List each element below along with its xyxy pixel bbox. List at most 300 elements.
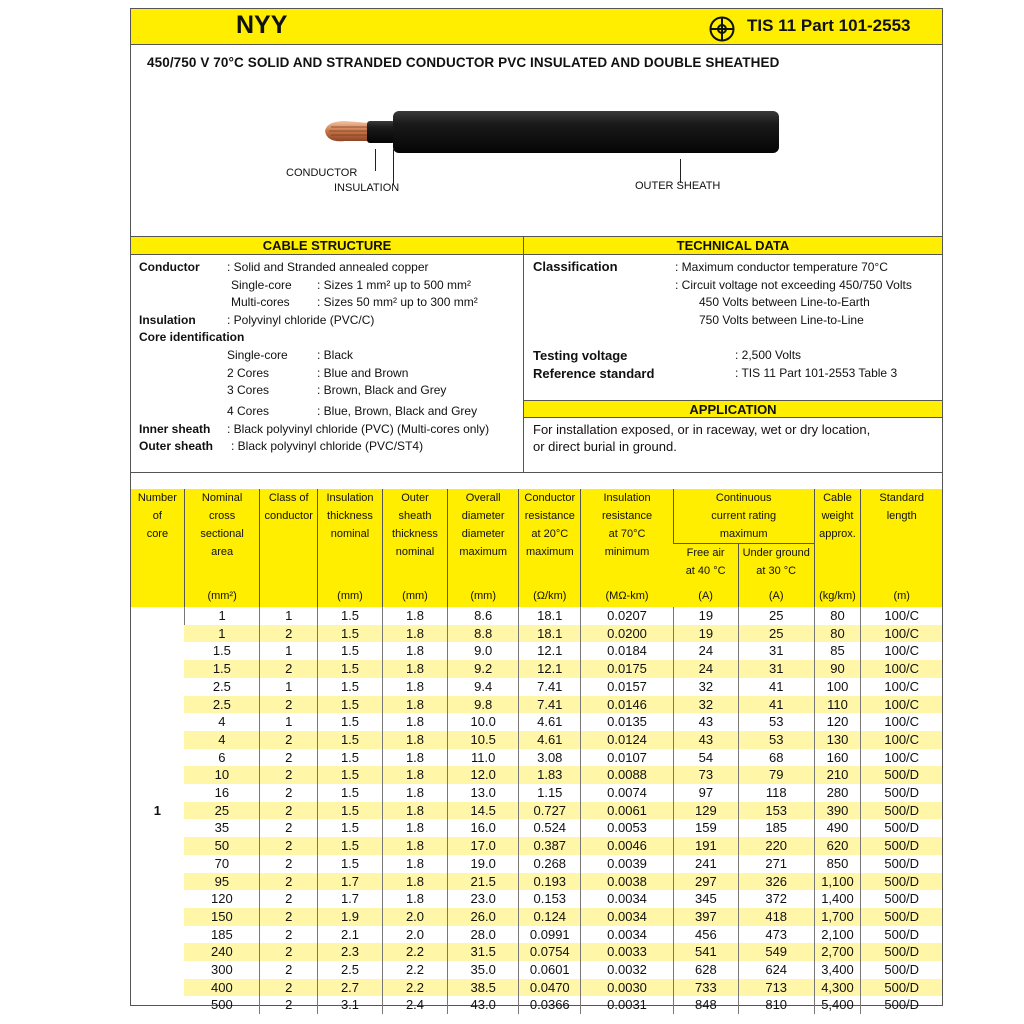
table-cell: 1.5 <box>317 819 382 837</box>
table-cell: 14.5 <box>447 802 518 820</box>
col-header-outer-sheath: Outer sheath thickness nominal (mm) <box>382 489 447 607</box>
table-cell: 210 <box>814 766 861 784</box>
table-cell: 6 <box>218 749 226 765</box>
table-cell: 3,400 <box>814 961 861 979</box>
table-cell: 0.0754 <box>519 943 581 961</box>
table-cell: 500/D <box>861 961 942 979</box>
table-cell: 297 <box>673 873 738 891</box>
table-row <box>131 802 942 820</box>
table-cell: 32 <box>673 696 738 714</box>
table-cell: 1 <box>260 713 318 731</box>
table-cell: 185 <box>738 819 814 837</box>
table-cell: 31 <box>738 660 814 678</box>
table-cell: 118 <box>738 784 814 802</box>
core-id-value: : Blue and Brown <box>317 366 409 380</box>
table-cell: 1 <box>184 625 260 643</box>
table-row <box>131 625 942 643</box>
core-id-value: : Blue, Brown, Black and Grey <box>317 404 478 418</box>
table-row <box>131 607 942 625</box>
table-cell: 1.8 <box>382 873 447 891</box>
multi-core-value: : Sizes 50 mm² up to 300 mm² <box>317 295 478 309</box>
table-cell: 28.0 <box>447 926 518 944</box>
table-cell: 2 <box>260 961 318 979</box>
table-cell: 0.0157 <box>581 678 674 696</box>
table-cell: 2,700 <box>814 943 861 961</box>
table-cell: 1.8 <box>382 696 447 714</box>
application-title: APPLICATION <box>524 400 942 418</box>
core-identification-heading: Core identification <box>139 330 245 344</box>
table-cell: 220 <box>738 837 814 855</box>
table-cell: 549 <box>738 943 814 961</box>
col-header-free-air: Free air at 40 °C (A) <box>673 544 738 608</box>
table-cell: 100/C <box>861 678 942 696</box>
table-cell: 0.0135 <box>581 713 674 731</box>
table-row <box>131 731 942 749</box>
table-cell: 9.8 <box>447 696 518 714</box>
table-cell: 4 <box>184 731 260 749</box>
table-cell: 38.5 <box>447 979 518 997</box>
table-cell: 500/D <box>861 890 942 908</box>
table-cell: 326 <box>738 873 814 891</box>
table-cell: 713 <box>738 979 814 997</box>
technical-data-title: TECHNICAL DATA <box>524 237 942 255</box>
col-header-diameter: Overall diameter diameter maximum (mm) <box>447 489 518 607</box>
table-cell: 2.3 <box>317 943 382 961</box>
table-cell: 0.0088 <box>581 766 674 784</box>
table-row <box>131 819 942 837</box>
core-id-value: : Brown, Black and Grey <box>317 383 447 397</box>
table-cell: 43 <box>673 731 738 749</box>
table-cell: 100/C <box>861 713 942 731</box>
table-cell: 848 <box>673 996 738 1014</box>
table-cell: 12.1 <box>519 642 581 660</box>
table-cell: 2 <box>260 819 318 837</box>
table-cell: 100/C <box>861 731 942 749</box>
outer-sheath-label: OUTER SHEATH <box>635 180 721 192</box>
table-cell: 4,300 <box>814 979 861 997</box>
datasheet <box>130 8 943 1013</box>
table-cell: 0.0032 <box>581 961 674 979</box>
col-header-class: Class of conductor <box>260 489 318 607</box>
table-cell: 1.8 <box>382 890 447 908</box>
conductor-pointer <box>375 149 376 171</box>
cable-structure-title: CABLE STRUCTURE <box>131 237 523 255</box>
table-cell: 120 <box>211 891 233 907</box>
table-cell: 4.61 <box>519 713 581 731</box>
table-cell: 24 <box>673 660 738 678</box>
table-cell: 0.0175 <box>581 660 674 678</box>
table-cell: 0.727 <box>519 802 581 820</box>
table-row <box>131 696 942 714</box>
table-cell: 80 <box>814 607 861 625</box>
reference-standard-heading: Reference standard <box>533 366 655 381</box>
table-cell: 1.5 <box>317 802 382 820</box>
table-cell: 490 <box>814 819 861 837</box>
table-cell: 500/D <box>861 979 942 997</box>
table-cell: 390 <box>814 802 861 820</box>
table-cell: 31.5 <box>447 943 518 961</box>
table-cell: 9.4 <box>447 678 518 696</box>
standard-reference: TIS 11 Part 101-2553 <box>747 16 911 35</box>
table-cell: 17.0 <box>447 837 518 855</box>
table-cell: 12.1 <box>519 660 581 678</box>
table-cell: 1.5 <box>317 837 382 855</box>
table-cell: 95 <box>184 873 260 891</box>
table-cell: 500/D <box>861 802 942 820</box>
table-cell: 16.0 <box>447 819 518 837</box>
table-cell: 41 <box>738 696 814 714</box>
table-cell: 53 <box>738 713 814 731</box>
table-cell: 1.5 <box>317 731 382 749</box>
table-cell: 1.5 <box>317 625 382 643</box>
reference-standard-value: : TIS 11 Part 101-2553 Table 3 <box>735 366 898 380</box>
table-cell: 810 <box>738 996 814 1014</box>
table-cell: 50 <box>184 837 260 855</box>
application-line: or direct burial in ground. <box>533 439 677 454</box>
table-cell: 1.83 <box>519 766 581 784</box>
table-cell: 628 <box>673 961 738 979</box>
table-cell: 2 <box>260 731 318 749</box>
application-line: For installation exposed, or in raceway, wet or dry location, <box>533 422 871 437</box>
table-cell: 0.0053 <box>581 819 674 837</box>
table-cell: 850 <box>814 855 861 873</box>
table-row <box>131 890 942 908</box>
table-row <box>131 926 942 944</box>
table-cell: 7.41 <box>519 696 581 714</box>
table-cell: 500/D <box>861 943 942 961</box>
table-cell: 620 <box>814 837 861 855</box>
table-cell: 153 <box>738 802 814 820</box>
table-cell: 2.5 <box>184 696 260 714</box>
table-cell: 1.8 <box>382 642 447 660</box>
table-cell: 25 <box>738 607 814 625</box>
table-cell: 53 <box>738 731 814 749</box>
table-cell: 85 <box>814 642 861 660</box>
table-cell: 500/D <box>861 996 942 1014</box>
table-cell: 500/D <box>861 908 942 926</box>
table-cell: 1.5 <box>317 678 382 696</box>
table-cell: 1 <box>260 607 318 625</box>
table-cell: 100 <box>814 678 861 696</box>
table-cell: 0.0200 <box>581 625 674 643</box>
table-cell: 191 <box>673 837 738 855</box>
table-cell: 7.41 <box>519 678 581 696</box>
table-cell: 100/C <box>861 642 942 660</box>
table-cell: 2 <box>260 625 318 643</box>
col-header-weight: Cable weight approx. (kg/km) <box>814 489 861 607</box>
testing-voltage-value: : 2,500 Volts <box>735 348 802 362</box>
table-cell: 1.8 <box>382 731 447 749</box>
table-cell: 2 <box>260 784 318 802</box>
table-cell: 2.2 <box>382 943 447 961</box>
single-core-value: : Sizes 1 mm² up to 500 mm² <box>317 278 472 292</box>
table-cell: 1.5 <box>317 713 382 731</box>
table-cell: 97 <box>673 784 738 802</box>
table-cell: 1.5 <box>317 784 382 802</box>
table-cell: 32 <box>673 678 738 696</box>
table-cell: 1.5 <box>317 660 382 678</box>
table-cell: 1.8 <box>382 802 447 820</box>
table-cell: 0.193 <box>519 873 581 891</box>
table-cell: 280 <box>814 784 861 802</box>
table-row <box>131 749 942 767</box>
insulation-heading: Insulation <box>139 313 196 327</box>
table-cell: 0.0061 <box>581 802 674 820</box>
table-cell: 100/C <box>861 607 942 625</box>
table-cell: 0.0033 <box>581 943 674 961</box>
col-header-insulation: Insulation thickness nominal (mm) <box>317 489 382 607</box>
col-header-cores: Number of core <box>131 489 184 607</box>
table-cell: 0.0046 <box>581 837 674 855</box>
table-cell: 0.0124 <box>581 731 674 749</box>
table-cell: 185 <box>211 926 233 942</box>
table-cell: 100/C <box>861 625 942 643</box>
table-row <box>131 678 942 696</box>
conductor-value: : Solid and Stranded annealed copper <box>227 260 429 274</box>
table-cell: 1.5 <box>317 749 382 767</box>
table-cell: 418 <box>738 908 814 926</box>
table-cell: 2 <box>260 873 318 891</box>
table-cell: 473 <box>738 926 814 944</box>
table-cell: 0.524 <box>519 819 581 837</box>
table-cell: 345 <box>673 890 738 908</box>
table-cell: 1.5 <box>317 642 382 660</box>
table-cell: 8.6 <box>447 607 518 625</box>
table-cell: 4 <box>218 714 226 730</box>
table-cell: 0.153 <box>519 890 581 908</box>
table-cell: 1.8 <box>382 784 447 802</box>
table-cell: 2.5 <box>317 961 382 979</box>
inner-sheath-value: : Black polyvinyl chloride (PVC) (Multi-cores only) <box>227 422 490 436</box>
table-cell: 0.0366 <box>519 996 581 1014</box>
table-cell: 733 <box>673 979 738 997</box>
table-cell: 1.5 <box>317 855 382 873</box>
table-cell: 0.0207 <box>581 607 674 625</box>
table-cell: 100/C <box>861 749 942 767</box>
table-cell: 0.387 <box>519 837 581 855</box>
table-row <box>131 660 942 678</box>
classification-line: : Circuit voltage not exceeding 450/750 Volts <box>675 278 912 292</box>
table-cell: 35 <box>214 820 230 836</box>
table-row <box>131 855 942 873</box>
table-cell: 1 <box>260 678 318 696</box>
table-cell: 0.0031 <box>581 996 674 1014</box>
col-header-current-rating: Continuous current rating maximum <box>673 489 814 544</box>
table-cell: 300 <box>211 962 233 978</box>
table-cell: 2,100 <box>814 926 861 944</box>
table-cell: 160 <box>814 749 861 767</box>
table-cell: 400 <box>184 979 260 997</box>
table-cell: 1.5 <box>317 607 382 625</box>
table-cell: 5,400 <box>814 996 861 1014</box>
table-cell: 18.1 <box>519 607 581 625</box>
table-cell: 0.0034 <box>581 908 674 926</box>
table-cell: 500/D <box>861 766 942 784</box>
cable-illustration <box>321 101 781 161</box>
table-cell: 31 <box>738 642 814 660</box>
table-row <box>131 873 942 891</box>
table-cell: 90 <box>814 660 861 678</box>
table-cell: 2 <box>260 855 318 873</box>
core-count-cell: 1 <box>153 802 161 818</box>
table-cell: 18.1 <box>519 625 581 643</box>
table-row <box>131 908 942 926</box>
header-bar <box>131 9 942 45</box>
table-cell: 9.0 <box>447 642 518 660</box>
table-cell: 3.1 <box>317 996 382 1014</box>
table-cell: 0.0470 <box>519 979 581 997</box>
table-cell: 500/D <box>861 855 942 873</box>
table-row <box>131 979 942 997</box>
table-cell: 19 <box>673 607 738 625</box>
table-cell: 159 <box>673 819 738 837</box>
table-cell: 500/D <box>861 926 942 944</box>
specification-table <box>131 489 942 1014</box>
insulation-pointer <box>393 149 394 185</box>
table-cell: 2 <box>260 696 318 714</box>
table-cell: 70 <box>214 855 230 871</box>
table-cell: 1.8 <box>382 837 447 855</box>
table-cell: 1.8 <box>382 766 447 784</box>
table-cell: 1,100 <box>814 873 861 891</box>
table-row <box>131 996 942 1014</box>
table-cell: 2 <box>260 890 318 908</box>
table-cell: 2 <box>260 766 318 784</box>
table-cell: 0.0039 <box>581 855 674 873</box>
table-cell: 13.0 <box>447 784 518 802</box>
table-cell: 0.0107 <box>581 749 674 767</box>
table-cell: 0.0991 <box>519 926 581 944</box>
insulation-label: INSULATION <box>334 182 400 194</box>
table-cell: 1.8 <box>382 660 447 678</box>
core-id-value: : Black <box>317 348 354 362</box>
table-cell: 35.0 <box>447 961 518 979</box>
table-cell: 41 <box>738 678 814 696</box>
insulation-value: : Polyvinyl chloride (PVC/C) <box>227 313 375 327</box>
multi-core-label: Multi-cores <box>231 295 290 309</box>
table-cell: 100/C <box>861 660 942 678</box>
table-cell: 10 <box>184 766 260 784</box>
table-cell: 26.0 <box>447 908 518 926</box>
table-cell: 80 <box>814 625 861 643</box>
table-cell: 2 <box>260 660 318 678</box>
table-cell: 271 <box>738 855 814 873</box>
table-cell: 24 <box>673 642 738 660</box>
table-cell: 43.0 <box>447 996 518 1014</box>
table-cell: 2.2 <box>382 979 447 997</box>
table-cell: 25 <box>738 625 814 643</box>
table-cell: 0.0034 <box>581 890 674 908</box>
classification-heading: Classification <box>533 259 618 274</box>
table-row <box>131 713 942 731</box>
table-cell: 1.9 <box>317 908 382 926</box>
table-cell: 1.8 <box>382 855 447 873</box>
classification-line: : Maximum conductor temperature 70°C <box>675 260 888 274</box>
table-cell: 1.8 <box>382 713 447 731</box>
table-cell: 1.7 <box>317 890 382 908</box>
core-id-label: 4 Cores <box>227 404 270 418</box>
col-header-length: Standard length (m) <box>861 489 942 607</box>
table-row <box>131 784 942 802</box>
table-cell: 16 <box>214 785 230 801</box>
table-cell: 11.0 <box>447 749 518 767</box>
outer-sheath-value: : Black polyvinyl chloride (PVC/ST4) <box>231 439 424 453</box>
table-cell: 1.8 <box>382 607 447 625</box>
table-cell: 19 <box>673 625 738 643</box>
table-cell: 0.0030 <box>581 979 674 997</box>
table-cell: 500/D <box>861 819 942 837</box>
table-cell: 2 <box>260 837 318 855</box>
table-cell: 2.0 <box>382 908 447 926</box>
table-cell: 21.5 <box>447 873 518 891</box>
table-cell: 4.61 <box>519 731 581 749</box>
table-cell: 2 <box>260 908 318 926</box>
table-cell: 0.0074 <box>581 784 674 802</box>
table-cell: 19.0 <box>447 855 518 873</box>
table-cell: 1.5 <box>317 766 382 784</box>
table-cell: 1.15 <box>519 784 581 802</box>
table-cell: 73 <box>673 766 738 784</box>
table-cell: 10.5 <box>447 731 518 749</box>
table-cell: 500 <box>211 997 233 1013</box>
table-row <box>131 837 942 855</box>
table-row <box>131 961 942 979</box>
table-cell: 0.268 <box>519 855 581 873</box>
table-cell: 500/D <box>861 837 942 855</box>
subtitle: 450/750 V 70°C SOLID AND STRANDED CONDUCTOR PVC INSULATED AND DOUBLE SHEATHED <box>147 55 780 70</box>
table-cell: 0.0146 <box>581 696 674 714</box>
core-id-label: 2 Cores <box>227 366 270 380</box>
table-cell: 1.8 <box>382 625 447 643</box>
table-cell: 456 <box>673 926 738 944</box>
conductor-label: CONDUCTOR <box>286 167 358 179</box>
table-cell: 68 <box>738 749 814 767</box>
table-cell: 12.0 <box>447 766 518 784</box>
table-cell: 241 <box>673 855 738 873</box>
table-cell: 2.4 <box>382 996 447 1014</box>
conductor-heading: Conductor <box>139 260 200 274</box>
table-cell: 2.2 <box>382 961 447 979</box>
table-cell: 79 <box>738 766 814 784</box>
table-cell: 500/D <box>861 873 942 891</box>
table-cell: 100/C <box>861 696 942 714</box>
table-cell: 0.0038 <box>581 873 674 891</box>
testing-voltage-heading: Testing voltage <box>533 348 628 363</box>
table-cell: 54 <box>673 749 738 767</box>
table-cell: 2.7 <box>317 979 382 997</box>
table-cell: 129 <box>673 802 738 820</box>
classification-line: 450 Volts between Line-to-Earth <box>699 295 870 309</box>
table-cell: 43 <box>673 713 738 731</box>
table-cell: 150 <box>184 908 260 926</box>
core-id-label: 3 Cores <box>227 383 270 397</box>
table-cell: 0.0034 <box>581 926 674 944</box>
outer-sheath-heading: Outer sheath <box>139 439 214 453</box>
table-cell: 130 <box>814 731 861 749</box>
table-cell: 1.8 <box>382 819 447 837</box>
table-cell: 397 <box>673 908 738 926</box>
table-cell: 1.8 <box>382 678 447 696</box>
table-cell: 372 <box>738 890 814 908</box>
inner-sheath-heading: Inner sheath <box>139 422 211 436</box>
table-cell: 1.5 <box>317 696 382 714</box>
single-core-label: Single-core <box>231 278 292 292</box>
core-id-label: Single-core <box>227 348 288 362</box>
table-cell: 2 <box>260 749 318 767</box>
col-header-area: Nominal cross sectional area (mm²) <box>184 489 260 607</box>
table-cell: 1.7 <box>317 873 382 891</box>
table-cell: 2 <box>260 943 318 961</box>
